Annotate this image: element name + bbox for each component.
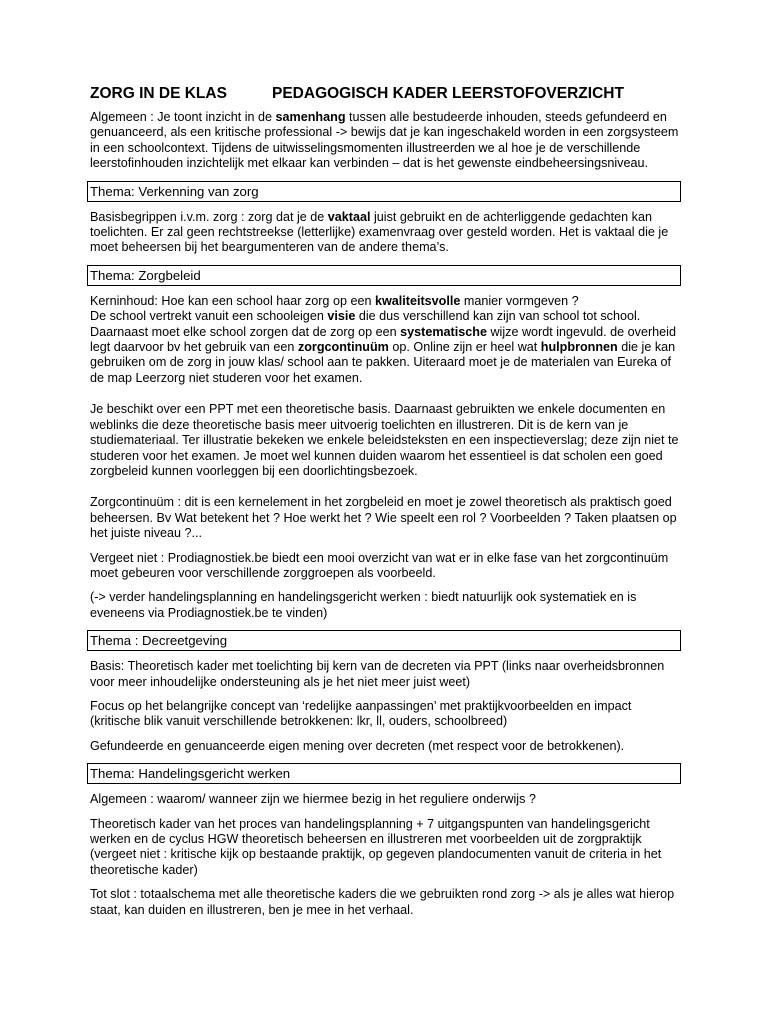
kerninhoud-text-1: Kerninhoud: Hoe kan een school haar zorg op een: [90, 293, 375, 308]
verkenning-text-1: Basisbegrippen i.v.m. zorg : zorg dat je de: [90, 209, 328, 224]
kerninhoud-text-5: wijze wordt ingevuld. de overheid legt daarvoor bv het gebruik van een: [90, 324, 676, 355]
document-content: [90, 84, 685, 927]
kerninhoud-text-2: manier vormgeven ?: [460, 293, 579, 308]
verkenning-text-2: juist gebruikt en de achterliggende gedachten kan toelichten. Er zal geen rechtstreekse (letterlijke) examenvraag over gesteld worden. Het is vaktaal die je moet beheersen bij het beargumenteren van de andere thema’s.: [90, 209, 669, 255]
section-heading-verkenning: Thema: Verkenning van zorg: [87, 181, 681, 202]
bold-visie: visie: [327, 309, 356, 324]
bold-systematische: systematische: [400, 324, 487, 339]
bold-kwaliteitsvolle: kwaliteitsvolle: [374, 293, 461, 308]
kerninhoud-text-7: die je kan gebruiken om de zorg in jouw klas/ school aan te pakken. Uiteraard moet je de materialen van Eureka of de map Leerzorg niet studeren voor het examen.: [90, 340, 676, 385]
decreet-focus-paragraph: Focus op het belangrijke concept van ‘redelijke aanpassingen’ met praktijkvoorbeelden en impact (kritische blik vanuit verschillende betrokkenen: lkr, ll, ouders, schoolbreed): [90, 698, 632, 729]
title-right: PEDAGOGISCH KADER LEERSTOFOVERZICHT: [272, 85, 624, 102]
intro-text-2: tussen alle bestudeerde inhouden, steeds gefundeerd en genuanceerd, als een kritische professional -> bewijs dat je kan ingeschakeld worden in een zorgsysteem in een schoolcontext. Tijdens de uitwisselingsmomenten illustreerden we al hoe je de verschillende leerstofinhouden inzichtelijk met elkaar kan verbinden – dat is het gewenste eindbeheersingsniveau.: [90, 110, 679, 171]
intro-text-1: Algemeen : Je toont inzicht in de: [90, 110, 276, 124]
section-heading-handelingsgericht: Thema: Handelingsgericht werken: [87, 763, 681, 784]
handelingsplanning-note: (-> verder handelingsplanning en handelingsgericht werken : biedt natuurlijk ook systematiek en is eveneens via Prodiagnostiek.be te vinden): [90, 590, 637, 620]
vergeet-niet-paragraph: Vergeet niet : Prodiagnostiek.be biedt een mooi overzicht van wat er in elke fase van het zorgcontinuüm moet gebeuren voor verschillende zorggroepen als voorbeeld.: [90, 550, 669, 580]
hgw-theorie-paragraph: Theoretisch kader van het proces van handelingsplanning + 7 uitgangspunten van handelingsgericht werken en de cyclus HGW theoretisch beheersen en illustreren met voorbeelden uit de zorgpraktijk (vergeet niet : kritische kijk op bestaande praktijk, op gegeven plandocumenten vanuit de criteria in het theoretische kader): [90, 816, 662, 877]
verkenning-bold-vaktaal: vaktaal: [327, 209, 371, 224]
bold-zorgcontinuum: zorgcontinuüm: [297, 340, 389, 355]
kerninhoud-text-6: op. Online zijn er heel wat: [388, 340, 541, 355]
verkenning-paragraph: [90, 210, 685, 256]
kerninhoud-text-4: die dus verschillend kan zijn van school tot school. Daarnaast moet elke school zorgen dat de zorg op een: [90, 309, 641, 339]
zorgcontinuum-paragraph: Zorgcontinuüm : dit is een kernelement in het zorgbeleid en moet je zowel theoretisch als praktisch goed beheersen. Bv Wat betekent het ? Hoe werkt het ? Wie speelt een rol ? Voorbeelden ? Taken plaatsen op het juiste niveau ?...: [90, 495, 677, 541]
decreet-mening-paragraph: Gefundeerde en genuanceerde eigen mening over decreten (met respect voor de betrokkenen).: [90, 738, 625, 753]
zorgbeleid-ppt-paragraph: Je beschikt over een PPT met een theoretische basis. Daarnaast gebruikten we enkele documenten en weblinks die deze theoretische basis meer uitvoerig toelichten en illustreren. Dit is de kern van je studiemateriaal. Ter illustratie bekeken we enkele beleidsteksten en een inspectieverslag; deze zijn niet te studeren voor het examen. Je moet wel kunnen duiden waarom het essentieel is dat scholen een goed zorgbeleid kunnen voorleggen bij een doorlichtingsbezoek.: [90, 402, 679, 478]
intro-bold-samenhang: samenhang: [275, 110, 346, 124]
title-left: ZORG IN DE KLAS: [90, 85, 227, 102]
document-title: [90, 84, 685, 104]
kerninhoud-text-3: De school vertrekt vanuit een schooleigen: [90, 309, 328, 324]
intro-paragraph: [90, 110, 685, 172]
decreet-basis-paragraph: Basis: Theoretisch kader met toelichting bij kern van de decreten via PPT (links naar overheidsbronnen voor meer inhoudelijke ondersteuning als je het niet meer juist weet): [90, 659, 665, 689]
hgw-totslot-paragraph: Tot slot : totaalschema met alle theoretische kaders die we gebruikten rond zorg -> als je alles wat hierop staat, kan duiden en illustreren, ben je mee in het verhaal.: [90, 887, 675, 917]
hgw-algemeen-paragraph: Algemeen : waarom/ wanneer zijn we hiermee bezig in het reguliere onderwijs ?: [90, 792, 536, 807]
section-heading-zorgbeleid: Thema: Zorgbeleid: [87, 265, 681, 286]
section-heading-decreetgeving: Thema : Decreetgeving: [87, 630, 681, 651]
zorgbeleid-kerninhoud: [90, 294, 685, 386]
bold-hulpbronnen: hulpbronnen: [540, 340, 618, 355]
